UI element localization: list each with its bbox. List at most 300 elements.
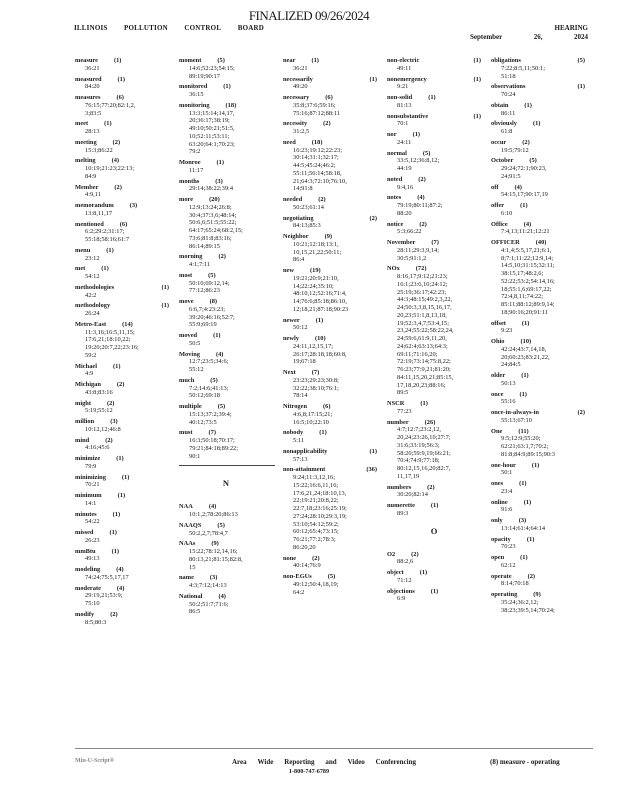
entry-word: older xyxy=(491,372,506,379)
entry-head xyxy=(179,298,273,306)
entry-head xyxy=(283,573,377,581)
company-word: Area xyxy=(232,758,247,766)
index-entry xyxy=(179,503,283,522)
index-entry xyxy=(283,94,387,120)
board-word: CONTROL xyxy=(184,24,222,32)
page-title: FINALIZED 09/26/2024 xyxy=(248,8,370,23)
entry-references: 54:15,17;90:17,19 xyxy=(501,191,548,199)
entry-head xyxy=(283,267,377,275)
index-entry xyxy=(387,502,491,521)
entry-references: 75:10 xyxy=(85,600,100,607)
entry-count: (2) xyxy=(427,483,435,491)
entry-references: 59:2 xyxy=(85,351,97,359)
entry-count: (9) xyxy=(324,233,333,240)
entry-references: 76:21;77:2;78:3; xyxy=(293,536,336,543)
entry-head xyxy=(283,120,377,128)
index-entry xyxy=(75,455,179,474)
entry-word: months xyxy=(179,177,200,185)
date-month: September xyxy=(470,33,503,41)
entry-references: 29:19,21;53:9; xyxy=(85,592,123,600)
index-entry xyxy=(75,363,179,382)
index-entry xyxy=(75,511,179,530)
entry-head xyxy=(491,57,585,65)
entry-count: (1) xyxy=(473,112,481,120)
entry-count: (3) xyxy=(209,574,218,582)
entry-count: (1) xyxy=(161,283,169,291)
entry-references: 86:20,20 xyxy=(293,543,316,551)
index-entry xyxy=(283,448,387,467)
entry-head xyxy=(283,233,377,241)
entry-count: (3) xyxy=(129,202,138,209)
entry-head xyxy=(387,502,481,510)
entry-count: (1) xyxy=(473,75,481,83)
index-entry xyxy=(387,551,491,570)
entry-head xyxy=(283,403,377,411)
entry-head xyxy=(75,585,169,593)
index-entry xyxy=(283,369,387,403)
entry-references: 77:23 xyxy=(397,407,412,415)
entry-word: much xyxy=(179,376,195,384)
entry-word: necessary xyxy=(283,94,310,101)
entry-head xyxy=(75,157,169,165)
entry-head xyxy=(179,522,273,530)
entry-references: 4:3;7:12;14:13 xyxy=(189,582,227,589)
entry-count: (5) xyxy=(327,573,336,580)
entry-head xyxy=(75,120,169,128)
entry-head xyxy=(75,529,169,537)
entry-word: non-attainment xyxy=(283,466,326,474)
entry-count: (2) xyxy=(419,220,427,228)
company-word: Conferencing xyxy=(375,758,416,766)
entry-references: 55:16 xyxy=(501,398,516,406)
entry-word: might xyxy=(75,399,91,407)
entry-head xyxy=(387,265,481,273)
entry-word: mentioned xyxy=(75,220,104,228)
company-word: Reporting xyxy=(284,758,315,766)
entry-references: 79:9 xyxy=(85,462,97,470)
entry-references: 24:11,12,15,17; xyxy=(293,342,334,350)
entry-head xyxy=(283,139,377,147)
entry-references: 5:11 xyxy=(293,437,305,444)
entry-count: (72) xyxy=(415,265,427,273)
entry-count: (1) xyxy=(473,57,481,64)
index-entry xyxy=(75,139,179,158)
index-entry xyxy=(75,302,179,321)
entry-references: 54:12 xyxy=(85,273,100,280)
entry-references: 20,24;23:26,10;27:7; xyxy=(397,434,451,441)
entry-word: NAAs xyxy=(179,540,196,548)
entry-head xyxy=(387,194,481,202)
entry-references: 4:1;7:11 xyxy=(189,261,211,268)
entry-references: 62:12 xyxy=(501,561,516,569)
entry-references: 48:10,12;52:16;71:4, xyxy=(293,290,347,298)
section-letter: N xyxy=(222,478,230,489)
entry-references: 86:14;89:15 xyxy=(189,242,220,250)
entry-references: 4:9 xyxy=(85,370,94,378)
entry-references: 14;76:6;85:18;86:10, xyxy=(293,298,347,305)
entry-references: 90:1 xyxy=(189,452,201,460)
entry-references: 70:21 xyxy=(85,481,100,489)
entry-references: 44:5;45:24;46:2; xyxy=(293,162,336,169)
entry-references: 43:8;83:16 xyxy=(85,388,113,396)
entry-head xyxy=(75,57,169,65)
entry-head xyxy=(75,76,169,84)
entry-word: missed xyxy=(75,529,94,536)
index-entry xyxy=(387,176,491,195)
entry-head xyxy=(75,321,169,329)
entry-references: 28:11;29:3,9,14; xyxy=(397,246,440,254)
entry-references: 63:20;64:1;70:23; xyxy=(189,140,235,148)
index-entry xyxy=(491,480,595,499)
entry-count: (1) xyxy=(117,492,126,499)
entry-count: (1) xyxy=(111,547,120,555)
entry-head xyxy=(75,492,169,500)
entry-word: menu xyxy=(75,246,91,254)
entry-head xyxy=(491,102,585,110)
entry-word: NOx xyxy=(387,265,400,273)
entry-references: 84:20 xyxy=(85,83,100,91)
entry-word: newly xyxy=(283,335,299,342)
entry-count: (11) xyxy=(518,427,529,435)
index-entry xyxy=(387,194,491,220)
company-word: Wide xyxy=(257,758,274,766)
entry-word: numbers xyxy=(387,483,412,491)
entry-word: Office xyxy=(491,220,508,228)
entry-references: 86:5 xyxy=(189,608,201,616)
entry-references: 21;64:3;72:10;76:10, xyxy=(293,177,347,185)
entry-head xyxy=(75,363,169,371)
entry-count: (19) xyxy=(310,267,321,274)
entry-references: 8:16,17;9:12;21:23; xyxy=(397,273,448,280)
entry-references: 55:12 xyxy=(189,366,204,373)
entry-references: 42:2 xyxy=(85,291,97,299)
entry-head xyxy=(75,455,169,463)
entry-head xyxy=(179,83,273,91)
entry-head xyxy=(491,372,585,380)
entry-references: 9:5;12:9;55:20; xyxy=(501,435,541,443)
entry-references: 50:2,2,7;78:4,7 xyxy=(189,529,228,537)
entry-word: nonsubstantive xyxy=(387,112,429,120)
company-word: and xyxy=(325,758,337,766)
entry-references: 49:11 xyxy=(397,64,412,72)
entry-word: One xyxy=(491,427,503,435)
entry-word: numerette xyxy=(387,502,415,509)
entry-head xyxy=(75,284,169,292)
footer-phone: 1-800-747-6789 xyxy=(288,768,330,775)
entry-count: (1) xyxy=(520,554,528,561)
entry-head xyxy=(491,221,585,229)
entry-references: 79:19;80:11;87:2; xyxy=(397,202,443,209)
index-entry xyxy=(491,391,595,410)
index-entry xyxy=(179,429,283,463)
entry-word: most xyxy=(179,271,193,279)
entry-head xyxy=(491,536,585,544)
entry-word: off xyxy=(491,183,499,191)
entry-references: 14:1 xyxy=(85,499,97,507)
entry-head xyxy=(387,57,481,65)
entry-head xyxy=(179,377,273,385)
entry-references: 51:18 xyxy=(501,72,516,80)
entry-references: 77:12;86:23 xyxy=(189,287,220,295)
entry-head xyxy=(179,351,273,359)
entry-head xyxy=(491,409,585,417)
index-entry xyxy=(75,202,179,221)
entry-references: 84:11,15,20,21;85:15, xyxy=(397,373,454,381)
entry-references: 50:2;51:7;71:6; xyxy=(189,600,229,608)
entry-references: 76:15;77:20;82:1,2, xyxy=(85,101,136,109)
entry-references: 11:3,16;16:5,11,15; xyxy=(85,328,135,336)
entry-references: 19:5;79:12 xyxy=(501,146,529,154)
entry-references: 14;91:8 xyxy=(293,185,313,193)
entry-references: 10,15,21,22;50:11; xyxy=(293,248,342,256)
entry-word: measure xyxy=(75,57,98,64)
entry-count: (1) xyxy=(116,455,124,462)
entry-head xyxy=(387,176,481,184)
entry-count: (40) xyxy=(535,239,547,246)
entry-head xyxy=(387,569,481,577)
index-column xyxy=(283,57,387,599)
entry-word: mind xyxy=(75,436,90,444)
index-entry xyxy=(179,298,283,332)
entry-references: 55:9;69:19 xyxy=(189,321,217,329)
entry-references: 24:11 xyxy=(397,138,412,146)
entry-count: (4) xyxy=(215,350,224,358)
entry-word: moment xyxy=(179,57,202,64)
entry-count: (4) xyxy=(116,584,125,592)
index-entry xyxy=(179,377,283,403)
index-entry xyxy=(491,202,595,221)
entry-word: methodology xyxy=(75,302,111,310)
entry-references: 75:16;87:12;88:11 xyxy=(293,109,340,117)
entry-head xyxy=(179,102,273,110)
entry-references: 4:7;12:7;23:2,12, xyxy=(397,426,442,434)
entry-references: 11,17,19 xyxy=(397,472,420,480)
entry-count: (1) xyxy=(319,429,327,437)
entry-head xyxy=(75,418,169,426)
entry-head xyxy=(283,448,377,456)
entry-head xyxy=(179,196,273,204)
entry-word: non-EGUs xyxy=(283,573,312,580)
entry-references: 26:17;28:18,18;60:8, xyxy=(293,350,347,358)
entry-word: moved xyxy=(179,332,198,339)
entry-count: (10) xyxy=(520,338,532,345)
entry-references: 39:20;46:16;52:7; xyxy=(189,313,235,321)
entry-references: 10:1,2;78:20;86:13 xyxy=(189,511,238,518)
entry-references: 70:4;74:9;77:18; xyxy=(397,457,440,465)
index-entry xyxy=(179,272,283,298)
entry-references: 79:21;84:18;89:22; xyxy=(189,444,238,452)
entry-references: 84:13;85:3 xyxy=(293,222,321,230)
entry-head xyxy=(491,184,585,192)
entry-head xyxy=(491,499,585,507)
entry-references: 6:9 xyxy=(397,595,406,603)
entry-references: 26:23 xyxy=(85,536,100,544)
entry-count: (26) xyxy=(424,418,436,426)
index-entry xyxy=(491,157,595,183)
entry-head xyxy=(179,159,273,167)
index-entry xyxy=(387,221,491,240)
index-entry xyxy=(387,419,491,484)
index-entry xyxy=(75,157,179,183)
entry-word: obligations xyxy=(491,57,521,64)
entry-references: 72:4,8,11;74:22; xyxy=(501,293,544,301)
entry-word: monitored xyxy=(179,83,208,91)
entry-head xyxy=(387,588,481,596)
entry-head xyxy=(75,548,169,556)
entry-references: 22:7,18;23:16;25:19; xyxy=(293,505,347,512)
entry-count: (6) xyxy=(116,94,124,101)
entry-references: 16:3;50:18;70:17; xyxy=(189,437,235,444)
index-entry xyxy=(491,409,595,428)
entry-word: negotiating xyxy=(283,214,314,222)
entry-word: October xyxy=(491,157,514,165)
entry-references: 31:2,5 xyxy=(293,128,310,135)
entry-references: 69:11;71:16,20; xyxy=(397,350,438,358)
entry-count: (2) xyxy=(318,196,326,203)
entry-head xyxy=(75,247,169,255)
footer-company xyxy=(232,758,416,766)
entry-references: 55:18;58:16;61:7 xyxy=(85,236,130,243)
entry-head xyxy=(75,381,169,389)
entry-head xyxy=(75,302,169,310)
index-entry xyxy=(179,351,283,377)
index-entry xyxy=(179,102,283,159)
entry-head xyxy=(179,57,273,65)
company-word: Video xyxy=(347,758,365,766)
entry-references: 4:1,4;5:5,17,21;6:1, xyxy=(501,246,552,254)
entry-word: Nitrogen xyxy=(283,403,308,410)
entry-count: (5) xyxy=(217,521,225,529)
entry-head xyxy=(75,139,169,147)
entry-word: nor xyxy=(387,131,397,138)
entry-references: 12;18,21;87:18;90:23 xyxy=(293,305,349,313)
entry-count: (7) xyxy=(208,429,216,437)
entry-references: 4:9,11 xyxy=(85,191,101,199)
entry-references: 86:4 xyxy=(293,256,305,264)
entry-word: minimum xyxy=(75,492,102,499)
entry-references: 30:14;31:1;32:17; xyxy=(293,154,339,162)
entry-count: (1) xyxy=(531,461,540,469)
entry-count: (1) xyxy=(112,510,121,518)
entry-count: (1) xyxy=(311,57,319,64)
entry-references: 89:19;90:17 xyxy=(189,72,220,80)
entry-head xyxy=(75,265,169,273)
entry-count: (2) xyxy=(577,409,585,416)
entry-references: 8;7:1;11:22;12:9,14; xyxy=(501,254,554,262)
entry-references: 32:22;38:10;76:1; xyxy=(293,384,339,392)
entry-head xyxy=(491,83,585,91)
index-entry xyxy=(491,320,595,339)
entry-head xyxy=(491,462,585,470)
entry-references: 19;67:18 xyxy=(293,358,316,366)
entry-count: (1) xyxy=(113,57,122,64)
index-entry xyxy=(179,196,283,253)
entry-count: (36) xyxy=(366,466,377,474)
index-entry xyxy=(283,233,387,267)
entry-count: (1) xyxy=(223,83,231,91)
entry-count: (9) xyxy=(533,591,541,598)
entry-references: 9:21 xyxy=(397,83,409,91)
index-entry xyxy=(283,317,387,336)
entry-head xyxy=(283,76,377,84)
index-entry xyxy=(283,196,387,215)
date-day: 26, xyxy=(533,33,543,41)
entry-references: 36:21 xyxy=(85,64,100,72)
entry-references: 15:3;86:22 xyxy=(85,146,113,154)
index-entry xyxy=(387,94,491,113)
entry-word: Michael xyxy=(75,362,98,370)
index-entry xyxy=(179,593,283,619)
entry-references: 50:12 xyxy=(293,324,308,332)
entry-word: multiple xyxy=(179,403,202,410)
entry-references: 19:21;20:9;21:10, xyxy=(293,274,339,282)
index-entry xyxy=(491,591,595,617)
entry-head xyxy=(387,400,481,408)
entry-word: operating xyxy=(491,591,518,598)
entry-references: 9:24;11:3,12,16; xyxy=(293,474,336,481)
entry-count: (2) xyxy=(369,214,377,222)
entry-references: 78:14 xyxy=(293,392,308,400)
entry-references: 15:22;16:6,11,16; xyxy=(293,481,339,489)
entry-head xyxy=(491,591,585,599)
index-entry xyxy=(283,335,387,369)
entry-references: 50:12;69:18 xyxy=(189,392,220,400)
entry-count: (8) xyxy=(209,298,218,305)
index-entry xyxy=(283,120,387,139)
entry-references: 24;84:5 xyxy=(501,361,521,369)
entry-head xyxy=(179,272,273,280)
entry-references: 61:8 xyxy=(501,128,513,135)
index-column xyxy=(75,57,179,629)
index-entry xyxy=(179,522,283,541)
entry-references: 12:7;23:5;34:6; xyxy=(189,358,229,366)
entry-count: (4) xyxy=(218,592,226,600)
entry-count: (6) xyxy=(325,94,333,101)
entry-word: observations xyxy=(491,83,526,91)
index-entry xyxy=(491,573,595,592)
entry-count: (6) xyxy=(323,403,331,410)
entry-word: once xyxy=(491,390,504,398)
entry-word: necessarily xyxy=(283,75,313,83)
entry-references: 40:12;73:5 xyxy=(189,418,217,426)
index-entry xyxy=(491,462,595,481)
entry-references: 23:4 xyxy=(501,487,513,495)
entry-word: needed xyxy=(283,196,303,203)
entry-references: 36:21 xyxy=(293,64,308,72)
entry-references: 17,18,20,23;88:16; xyxy=(397,381,446,389)
entry-count: (1) xyxy=(412,131,421,138)
entry-head xyxy=(179,403,273,411)
entry-references: 58:20;59:9,19;66:21; xyxy=(397,449,451,457)
index-entry xyxy=(387,400,491,419)
entry-word: OFFICER xyxy=(491,239,520,246)
index-entry xyxy=(179,178,283,197)
entry-word: non-electric xyxy=(387,57,420,64)
entry-references: 49:13 xyxy=(85,555,100,563)
entry-head xyxy=(387,551,481,559)
entry-references: 38:15,17;48:2,6; xyxy=(501,270,544,277)
entry-head xyxy=(387,94,481,102)
index-entry xyxy=(387,588,491,607)
entry-word: nonemergency xyxy=(387,75,427,83)
entry-references: 73:6;81:8;83:16; xyxy=(189,234,232,242)
entry-count: (5) xyxy=(210,376,218,384)
entry-word: move xyxy=(179,298,194,305)
entry-references: 49:12;50:4,18,19; xyxy=(293,580,339,588)
entry-word: Metro-East xyxy=(75,320,107,328)
entry-count: (2) xyxy=(116,381,125,388)
entry-references: 30:20;82:14 xyxy=(397,491,428,499)
